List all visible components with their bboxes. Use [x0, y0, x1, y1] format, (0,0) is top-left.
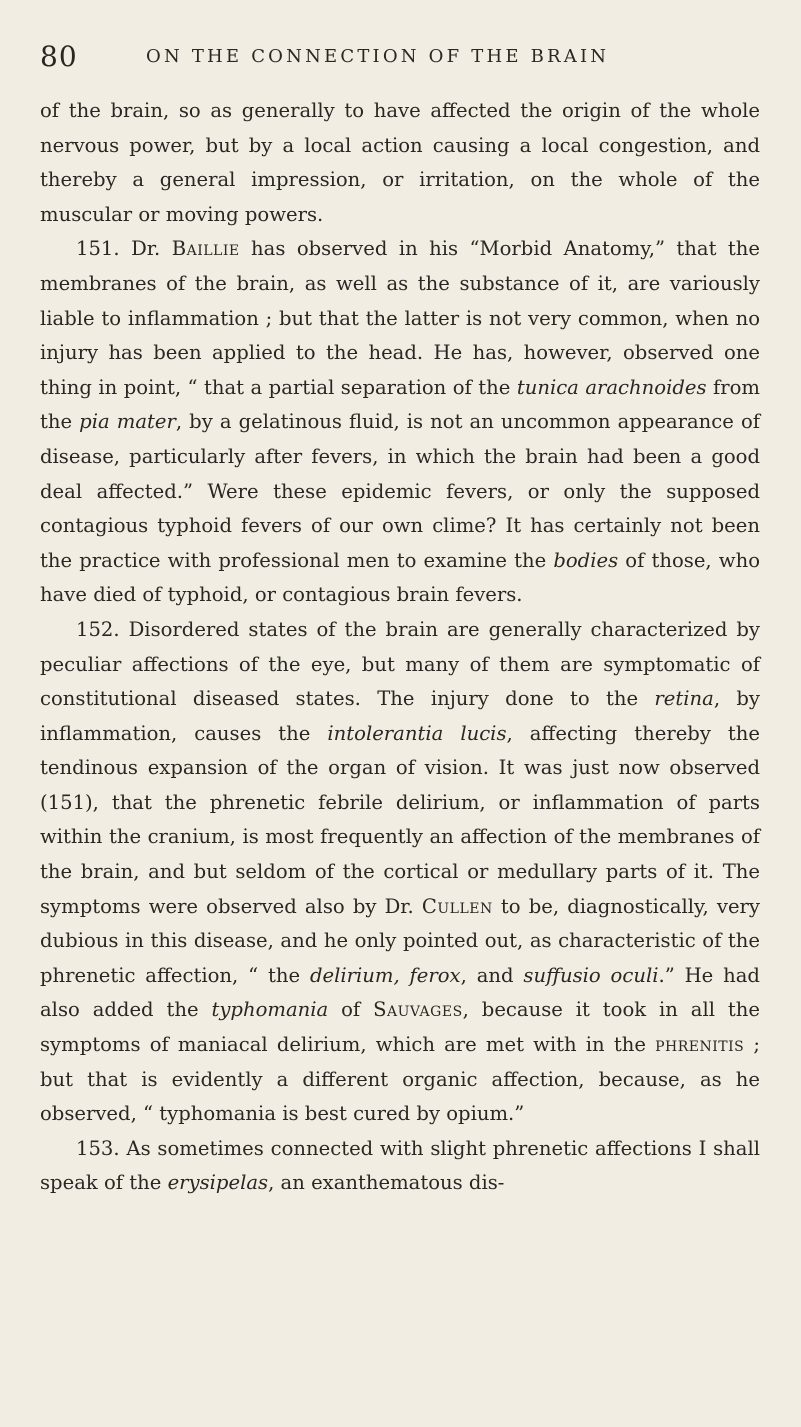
- paragraph-number: 151.: [76, 237, 120, 261]
- disease-term: phrenitis: [655, 1033, 745, 1057]
- paragraph-151: 151. Dr. Baillie has observed in his “Morbid Anatomy,” that the membranes of the brain, as well as the substance of it, are variously liable to inflammation ; but that the latter is not very common, when no injury has been applied to the head. He has, however, observed one thing in point, “ that a partial separation of the tunica arachnoides from the pia mater, by a gelatinous fluid, is not an uncommon appearance of disease, particularly after fevers, in which the brain had been a good deal affected.” Were these epidemic fevers, or only the supposed contagious typhoid fevers of our own clime? It has certainly not been the practice with professional men to examine the bodies of those, who have died of typhoid, or contagious brain fevers.: [40, 237, 761, 607]
- running-head: ON THE CONNECTION OF THE BRAIN: [146, 46, 610, 67]
- emphasis: bodies: [553, 548, 619, 572]
- author-name: Sauvages: [373, 998, 463, 1022]
- latin-term: retina: [654, 687, 714, 711]
- latin-term: typhomania: [211, 998, 329, 1022]
- page-header: [40, 40, 760, 80]
- latin-term: delirium, ferox: [309, 963, 461, 987]
- latin-term: tunica arachnoides: [516, 375, 707, 399]
- paragraph-152: 152. Disordered states of the brain are generally characterized by peculiar affections of the eye, but many of them are symptomatic of constitutional diseased states. The injury done to the retina, by inflammation, causes the intolerantia lucis, affecting thereby the tendinous expansion of the organ of vision. It was just now observed (151), that the phrenetic febrile delirium, or inflammation of parts within the cranium, is most frequently an affection of the membranes of the brain, and but seldom of the cortical or medullary parts of it. The symptoms were observed also by Dr. Cullen to be, diagnostically, very dubious in this disease, and he only pointed out, as characteristic of the phrenetic affection, “ the delirium, ferox, and suffusio oculi.” He had also added the typhomania of Sauvages, because it took in all the symptoms of maniacal delirium, which are met with in the phrenitis ; but that is evidently a different organic affection, because, as he observed, “ typhomania is best cured by opium.”: [40, 617, 761, 1126]
- latin-term: pia mater: [79, 410, 176, 434]
- paragraph-number: 152.: [76, 617, 120, 641]
- author-name: Baillie: [171, 237, 240, 261]
- author-name: Cullen: [421, 894, 493, 918]
- page-number: 80: [40, 40, 78, 73]
- latin-term: erysipelas: [167, 1171, 269, 1195]
- body-text: [40, 94, 760, 1201]
- paragraph-continuation: of the brain, so as generally to have affected the origin of the whole nervous power, but by a local action causing a local congestion, and thereby a general impression, or irritation, on the whole of the muscular or moving powers.: [40, 99, 760, 226]
- latin-term: intolerantia lucis: [327, 721, 507, 745]
- paragraph-153: 153. As sometimes connected with slight phrenetic affections I shall speak of the erysipelas, an exanthematous dis-: [40, 1136, 760, 1195]
- paragraph-number: 153.: [76, 1136, 120, 1160]
- latin-term: suffusio oculi: [523, 963, 659, 987]
